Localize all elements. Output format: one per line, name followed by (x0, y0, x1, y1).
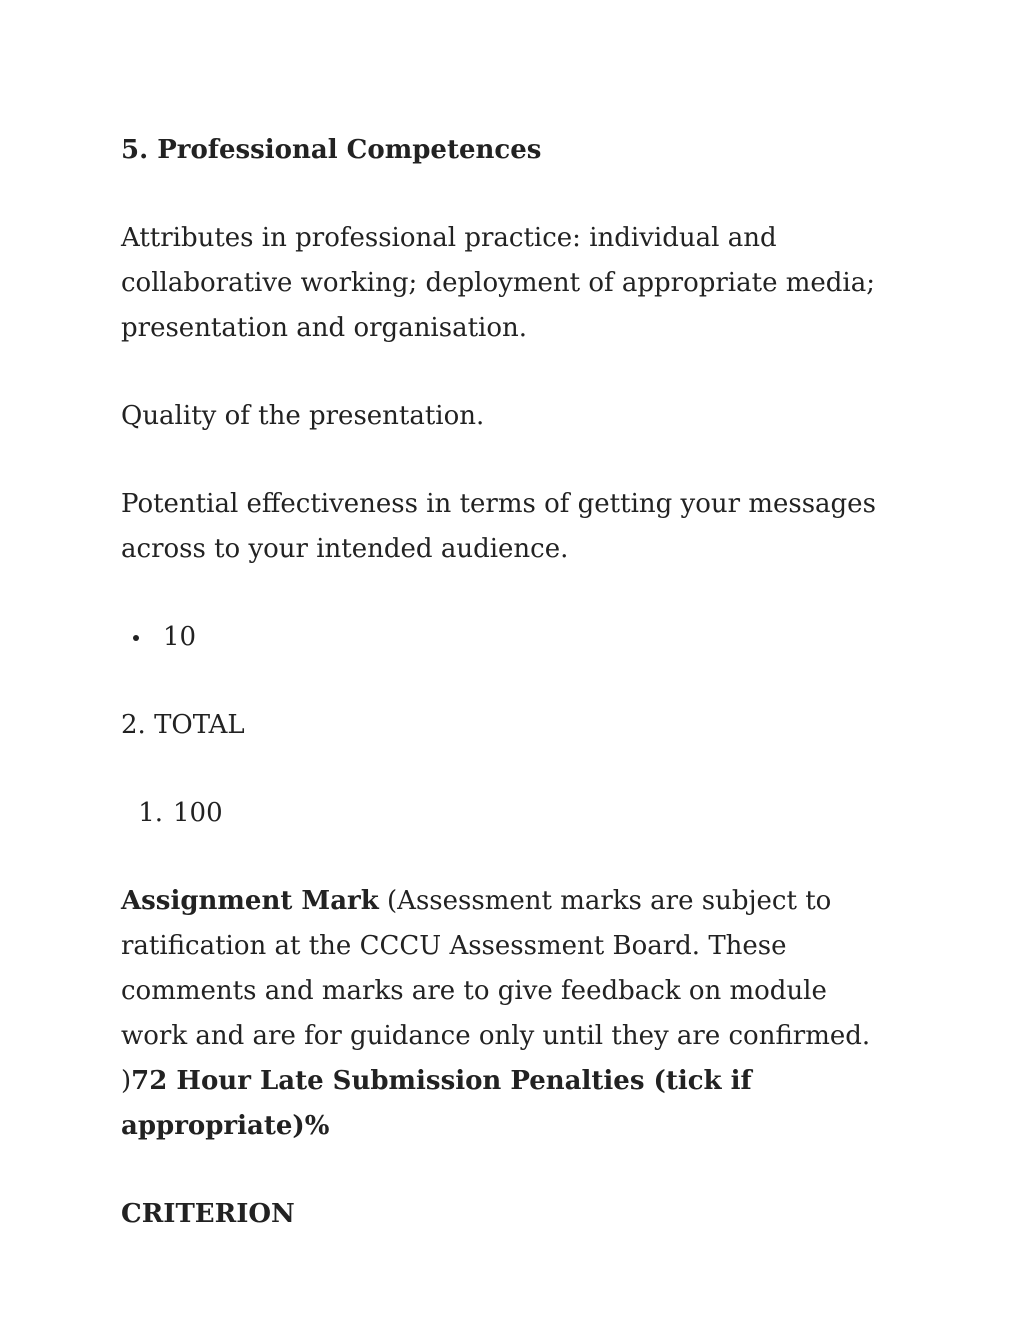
quality-paragraph: Quality of the presentation. (121, 401, 485, 431)
attributes-paragraph: Attributes in professional practice: individual and collaborative working; deployment of appropriate media; presentation and organisation. (121, 223, 875, 343)
ordered-list-marker: 1. (138, 798, 163, 828)
late-penalty-label: 72 Hour Late Submission Penalties (tick if appropriate)% (121, 1066, 752, 1141)
bullet-item-text: 10 (163, 622, 197, 652)
assignment-mark-label: Assignment Mark (121, 886, 379, 916)
ordered-list-item (121, 791, 901, 836)
bullet-marker (133, 635, 139, 641)
assignment-mark-note: (Assessment marks are subject to ratification at the CCCU Assessment Board. These comments and marks are to give feedback on module work and are for guidance only until they are confirmed. ) (121, 886, 871, 1096)
assignment-mark-paragraph (121, 879, 901, 1149)
bullet-list-item (121, 615, 901, 660)
ordered-item-text: 100 (173, 798, 223, 828)
document-page (121, 128, 901, 1280)
total-label: 2. TOTAL (121, 710, 245, 740)
section-heading: 5. Professional Competences (121, 135, 542, 165)
effectiveness-paragraph: Potential effectiveness in terms of getting your messages across to your intended audience. (121, 489, 876, 564)
criterion-heading: CRITERION (121, 1199, 295, 1229)
